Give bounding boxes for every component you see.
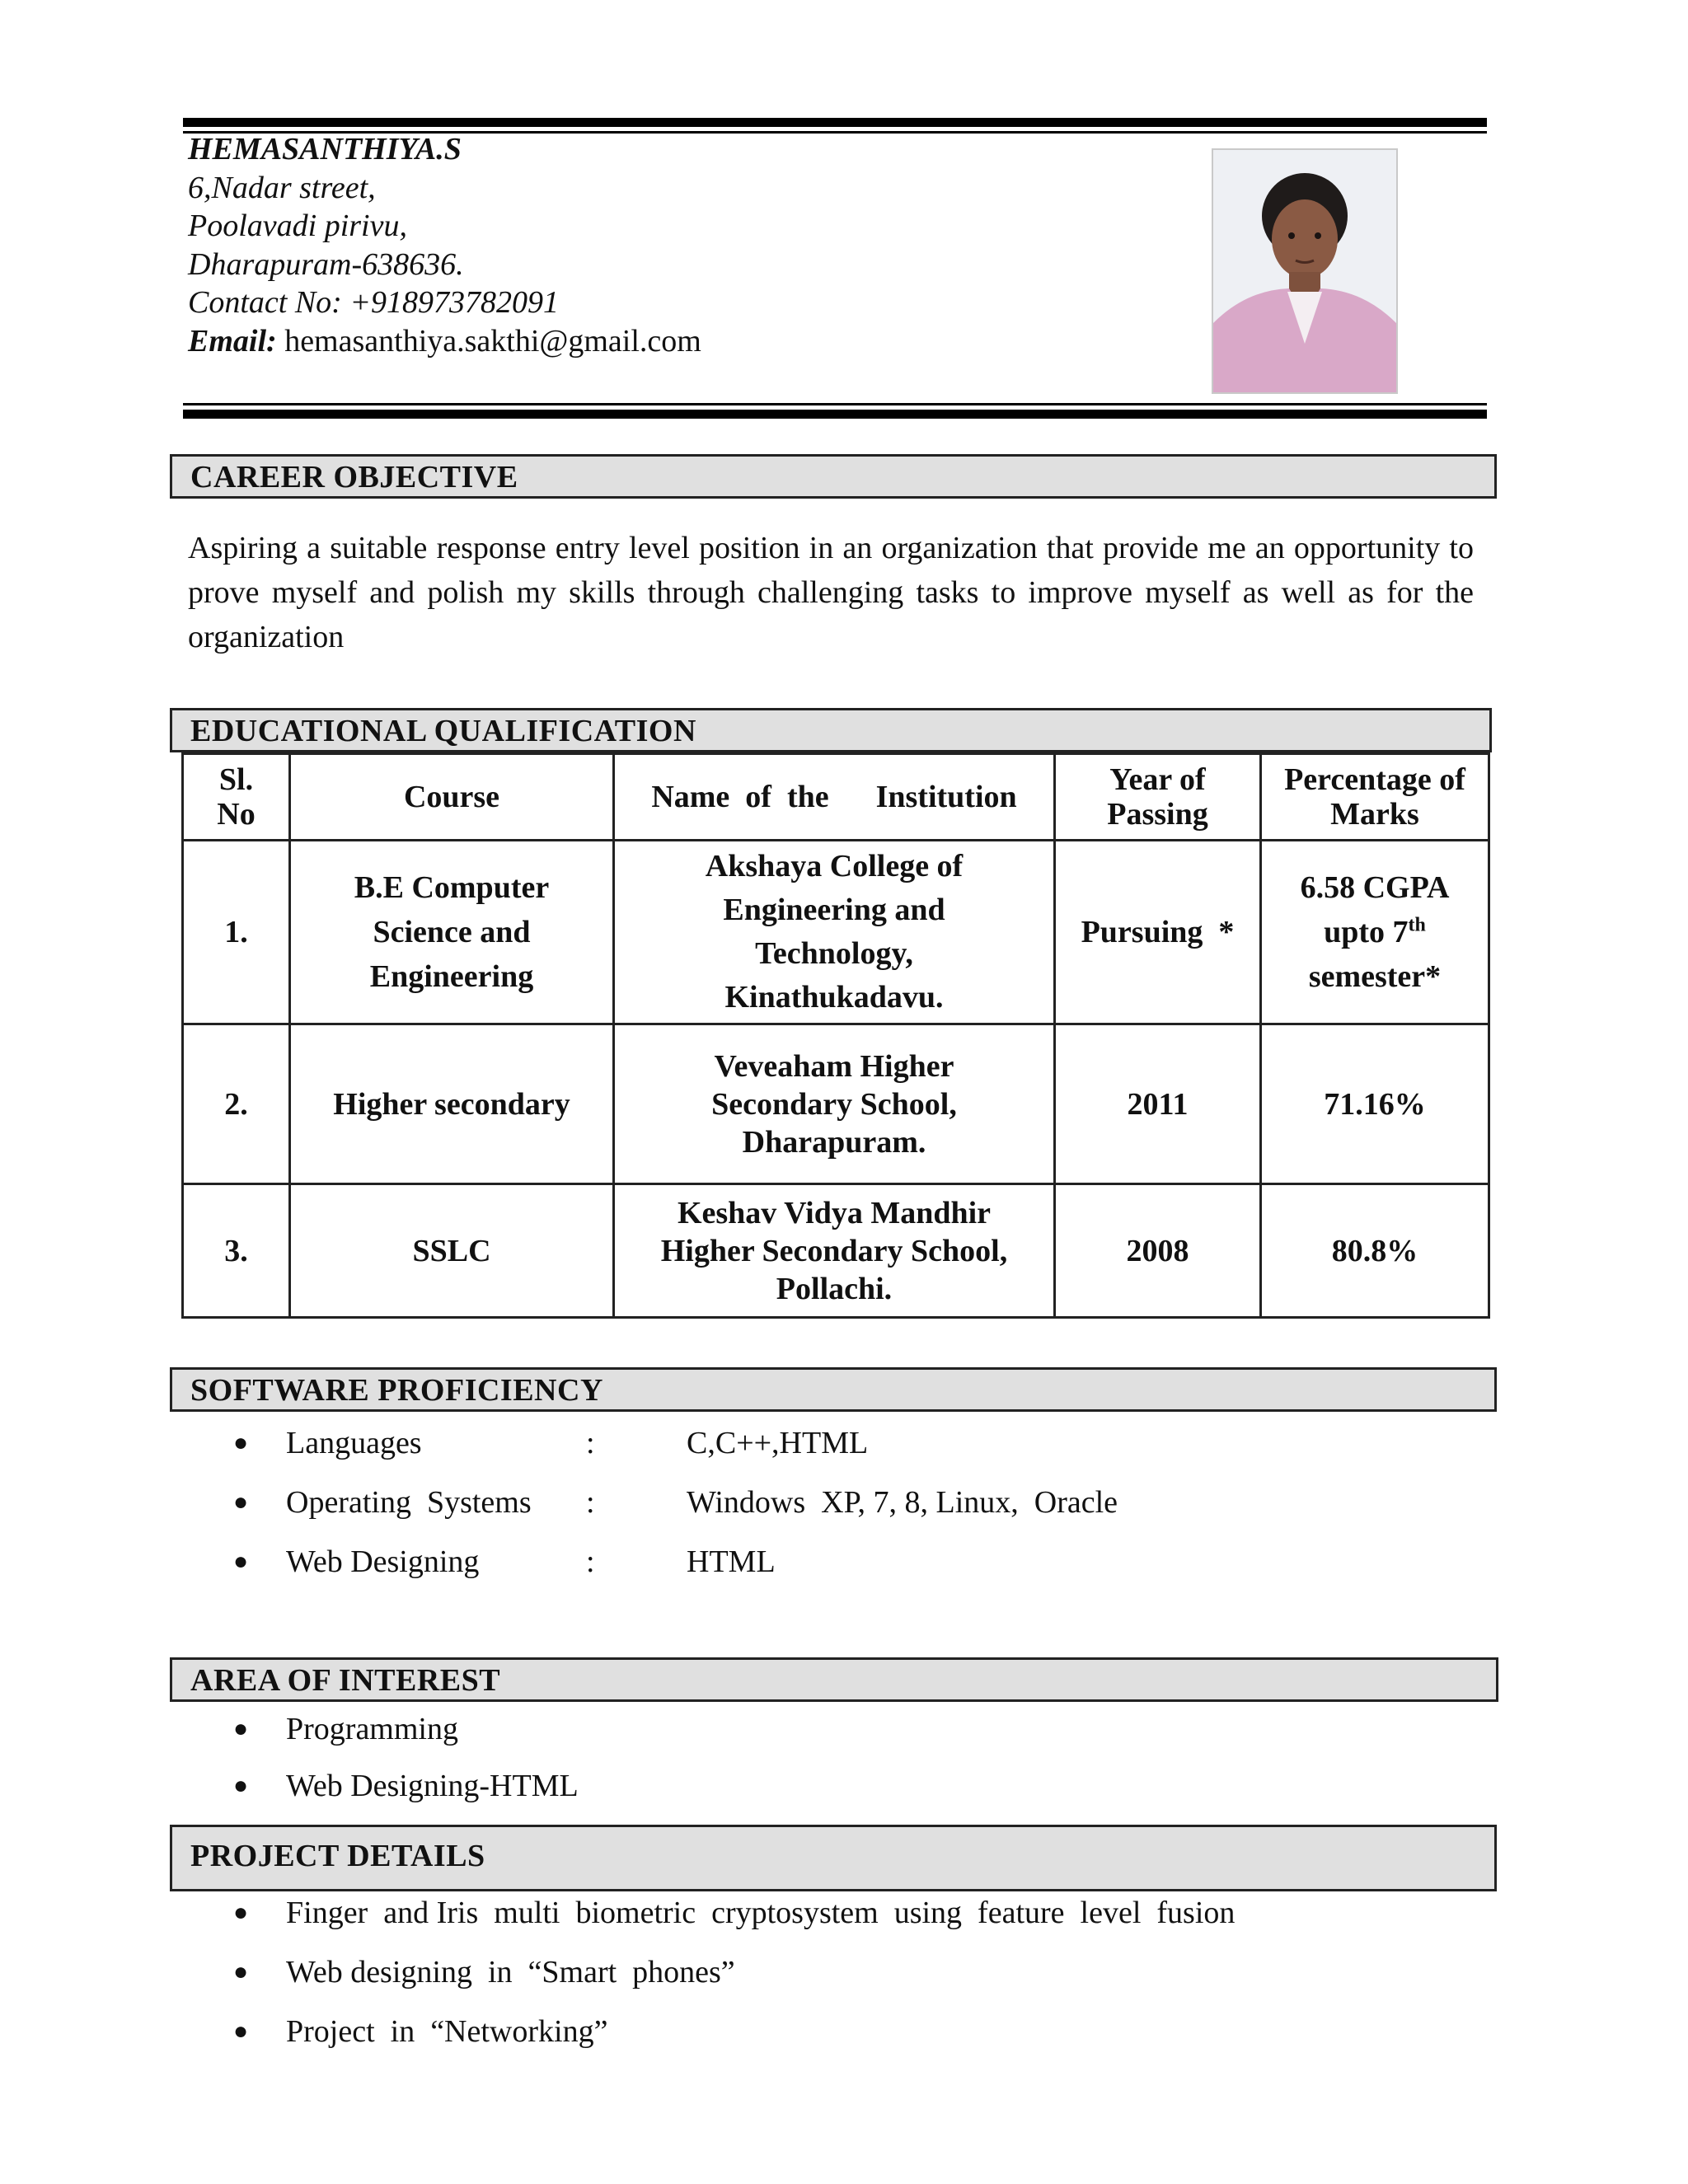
row3-year: 2008: [1055, 1184, 1261, 1318]
row1-course-line2: Science and: [373, 915, 531, 949]
row1-institution: [614, 841, 1055, 1024]
row1-course: [290, 841, 614, 1024]
software-colon: :: [586, 1485, 595, 1520]
software-label: Operating Systems: [286, 1485, 532, 1520]
email-label: Email:: [188, 323, 277, 359]
portrait-image: [1213, 150, 1396, 392]
software-colon: :: [586, 1426, 595, 1460]
header-percentage: [1261, 754, 1489, 841]
header-sl-line2: No: [217, 797, 256, 832]
row2-sl: 2.: [183, 1024, 290, 1184]
row1-year: Pursuing *: [1055, 841, 1261, 1024]
row3-institution: [614, 1184, 1055, 1318]
section-header-education: EDUCATIONAL QUALIFICATION: [170, 708, 1492, 752]
row2-inst-line3: Dharapuram.: [742, 1124, 926, 1160]
bullet-icon: ●: [233, 1548, 249, 1575]
table-header-row: [183, 754, 1489, 841]
address-line-3: Dharapuram-638636.: [188, 246, 464, 282]
software-colon: :: [586, 1544, 595, 1579]
project-text: Finger and Iris multi biometric cryptosystem using feature level fusion: [286, 1896, 1236, 1930]
table-row: [183, 1184, 1489, 1318]
software-label: Web Designing: [286, 1544, 480, 1579]
project-text: Project in “Networking”: [286, 2014, 608, 2049]
software-value: HTML: [687, 1544, 776, 1579]
row1-pct-line1: 6.58 CGPA: [1300, 870, 1450, 905]
row1-inst-line3: Technology,: [755, 936, 913, 971]
email-value: hemasanthiya.sakthi@gmail.com: [276, 323, 701, 359]
row1-inst-line4: Kinathukadavu.: [724, 980, 944, 1015]
project-text: Web designing in “Smart phones”: [286, 1955, 735, 1990]
applicant-name: HEMASANTHIYA.S: [188, 132, 462, 166]
header-year: [1055, 754, 1261, 841]
address-line-2: Poolavadi pirivu,: [188, 209, 407, 243]
row2-course: Higher secondary: [290, 1024, 614, 1184]
table-row: [183, 1024, 1489, 1184]
career-objective-text: Aspiring a suitable response entry level position in an organization that provide me an opportunity to prove myself and polish my skills through challenging tasks to improve myself as well as for the organization: [188, 531, 1474, 654]
table-row: [183, 841, 1489, 1024]
row2-percentage: 71.16%: [1261, 1024, 1489, 1184]
bullet-icon: ●: [233, 1958, 249, 1985]
row1-pct-line2: upto 7: [1324, 915, 1409, 949]
header-year-line1: Year of: [1109, 762, 1206, 797]
header-year-line2: Passing: [1107, 797, 1208, 832]
row3-inst-line2: Higher Secondary School,: [660, 1233, 1008, 1268]
email-line: [188, 322, 1177, 361]
row3-sl: 3.: [183, 1184, 290, 1318]
header-percent-line2: Marks: [1330, 797, 1419, 832]
section-header-career-objective: CAREER OBJECTIVE: [170, 454, 1497, 499]
row1-course-line3: Engineering: [369, 959, 534, 994]
address-line-1: 6,Nadar street,: [188, 170, 376, 205]
header-percent-line1: Percentage of: [1284, 762, 1465, 797]
row3-course: SSLC: [290, 1184, 614, 1318]
row1-inst-line1: Akshaya College of: [705, 849, 964, 883]
bullet-icon: ●: [233, 1488, 249, 1516]
row1-pct-sup: th: [1408, 914, 1426, 936]
software-value: Windows XP, 7, 8, Linux, Oracle: [687, 1485, 1118, 1520]
software-label: Languages: [286, 1426, 422, 1460]
row1-inst-line2: Engineering and: [723, 893, 945, 927]
bullet-icon: ●: [233, 1899, 249, 1926]
row2-year: 2011: [1055, 1024, 1261, 1184]
bullet-icon: ●: [233, 1715, 249, 1742]
interest-text: Programming: [286, 1712, 458, 1746]
row2-inst-line1: Veveaham Higher: [714, 1048, 954, 1084]
contact-block: [188, 130, 1177, 360]
row3-inst-line3: Pollachi.: [776, 1271, 893, 1306]
header-sl-line1: Sl.: [218, 762, 254, 797]
profile-photo: [1212, 148, 1398, 394]
row1-sl: 1.: [183, 841, 290, 1024]
section-header-projects: PROJECT DETAILS: [170, 1825, 1497, 1891]
education-table: [181, 752, 1490, 1319]
row1-percentage: [1261, 841, 1489, 1024]
bullet-icon: ●: [233, 1772, 249, 1799]
bullet-icon: ●: [233, 2018, 249, 2045]
row3-inst-line1: Keshav Vidya Mandhir: [677, 1195, 992, 1230]
software-value: C,C++,HTML: [687, 1426, 869, 1460]
row3-percentage: 80.8%: [1261, 1184, 1489, 1318]
header-institution: Name of the Institution: [614, 754, 1055, 841]
row1-course-line1: B.E Computer: [354, 870, 550, 905]
section-header-software: SOFTWARE PROFICIENCY: [170, 1367, 1497, 1412]
header-sl-no: [183, 754, 290, 841]
row2-institution: [614, 1024, 1055, 1184]
row1-pct-line3: semester*: [1308, 959, 1442, 994]
contact-number: Contact No: +918973782091: [188, 285, 559, 320]
header-course: Course: [290, 754, 614, 841]
section-header-interest: AREA OF INTEREST: [170, 1657, 1498, 1702]
interest-text: Web Designing-HTML: [286, 1769, 579, 1803]
bullet-icon: ●: [233, 1429, 249, 1456]
row2-inst-line2: Secondary School,: [711, 1086, 957, 1122]
header-bottom-rule: [183, 403, 1487, 419]
